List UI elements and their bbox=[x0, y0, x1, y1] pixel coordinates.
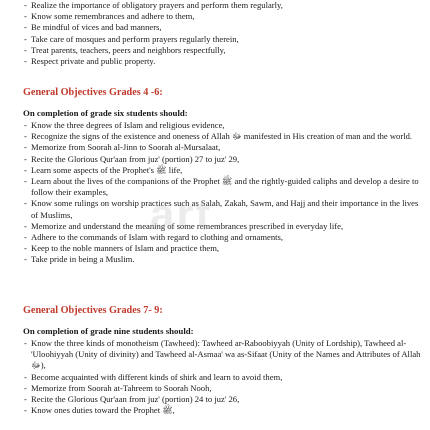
grades-7-9-objectives-list bbox=[23, 338, 423, 416]
section-subheading-grade-6: On completion of grade six students should: bbox=[23, 108, 188, 118]
list-item: - Become acquainted with different kinds of shirk and learn to avoid them, bbox=[23, 372, 423, 383]
list-item: - Know ones duties toward the Prophet ﷺ, bbox=[23, 405, 423, 416]
section-heading-grades-4-6: General Objectives Grades 4 -6: bbox=[23, 87, 163, 98]
grades-4-6-objectives-list bbox=[23, 120, 423, 266]
list-item: - Memorize and understand the meaning of some remembrances prescribed in everyday life, bbox=[23, 221, 423, 232]
list-item: - Know the three degrees of Islam and religious evidence, bbox=[23, 120, 423, 131]
list-item: - Memorize from Soorah al-Jinn to Soorah al-Mursalaat, bbox=[23, 142, 423, 153]
section-heading-grades-7-9: General Objectives Grades 7- 9: bbox=[23, 305, 163, 316]
list-item: - Know some rulings on worship practices such as Salah, Zakah, Sawm, and Hajj and their importance in the lives of Muslims, bbox=[23, 198, 423, 220]
list-item: - Learn some aspects of the Prophet's ﷺ life, bbox=[23, 165, 423, 176]
list-item: - Take care of mosques and perform prayers regularly therein, bbox=[23, 34, 423, 45]
list-item: - Recite the Glorious Qur'aan from juz' (portion) 27 to juz' 29, bbox=[23, 154, 423, 165]
watermark: art bbox=[150, 190, 213, 239]
list-item: - Take pride in being a Muslim. bbox=[23, 254, 423, 265]
list-item: - Memorize from Soorah at-Tahreem to Soorah Nooh, bbox=[23, 383, 423, 394]
intro-objectives-list bbox=[23, 0, 423, 67]
list-item: - Be mindful of vices and bad manners, bbox=[23, 22, 423, 33]
list-item: - Learn about the lives of the companions of the Prophet ﷺ and the rightly-guided caliphs and develop a desire to follow their examples, bbox=[23, 176, 423, 198]
list-item: - Respect private and public property. bbox=[23, 56, 423, 67]
list-item: - Know the three kinds of monotheism (Tawheed): Tawheed ar-Raboobiyyah (Unity of Lordship), Tawheed al-'Uloohiyyah (Unity of divinity) and Tawheed al-Asmaa' wa as-Sifaat (Unity of the Names and Attributes of Allah ﷻ), bbox=[23, 338, 423, 372]
list-item: - Recognize the signs of the existence and oneness of Allah ﷻ manifested in His creation of man and the world. bbox=[23, 131, 423, 142]
section-subheading-grade-9: On completion of grade nine students should: bbox=[23, 326, 194, 336]
list-item: - Recite the Glorious Qur'aan from juz' (portion) 24 to juz' 26, bbox=[23, 394, 423, 405]
list-item: - Treat parents, teachers, peers and neighbors respectfully, bbox=[23, 45, 423, 56]
list-item: - Adhere to the commands of Islam with regard to clothing and ornaments, bbox=[23, 232, 423, 243]
list-item: - Keep to the noble manners of Islam and practice them, bbox=[23, 243, 423, 254]
list-item: - Know some remembrances and adhere to them, bbox=[23, 11, 423, 22]
list-item: - Realize the importance of obligatory prayers and perform them regularly, bbox=[23, 0, 423, 11]
